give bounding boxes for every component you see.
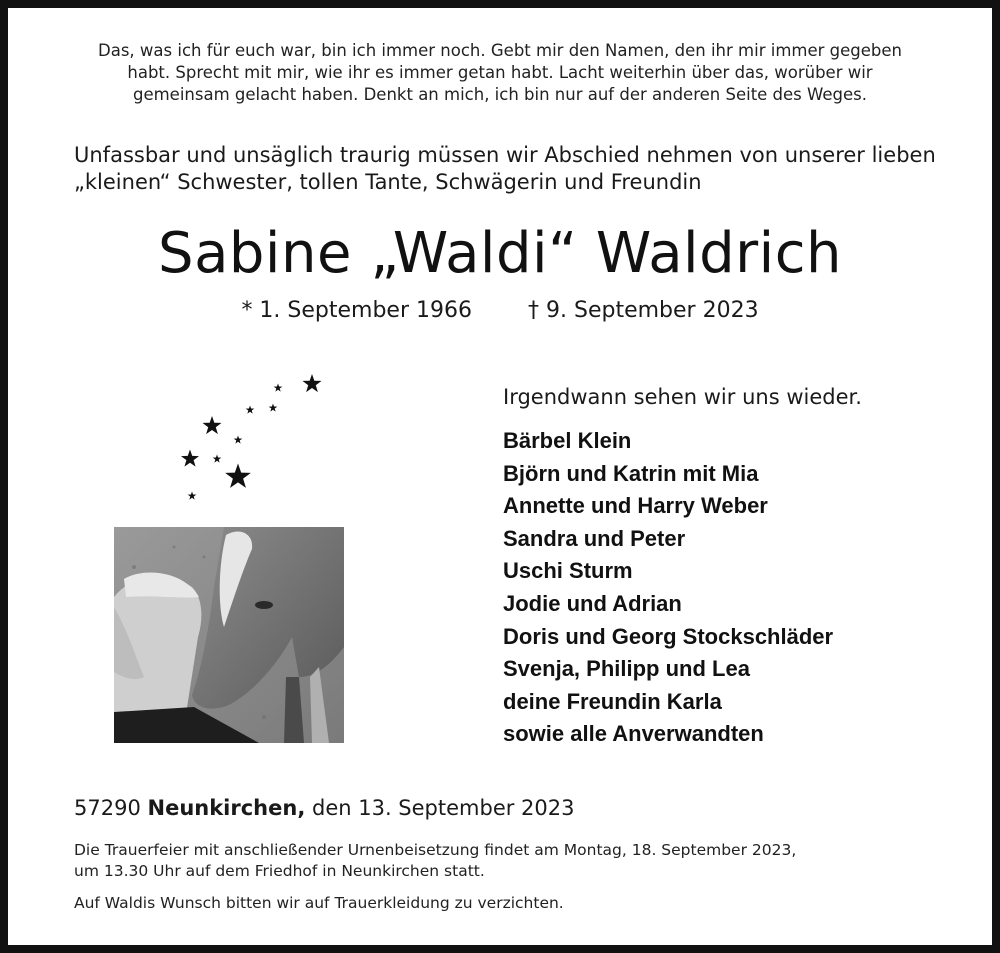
star-icon — [269, 404, 278, 412]
intro-line: „kleinen“ Schwester, tollen Tante, Schwägerin und Freundin — [74, 170, 702, 194]
list-item: Bärbel Klein — [503, 428, 632, 453]
star-icon — [225, 464, 251, 488]
deceased-name: Sabine „Waldi“ Waldrich — [158, 221, 842, 286]
notice-date: den 13. September 2023 — [312, 796, 575, 820]
motto: Irgendwann sehen wir uns wieder. — [503, 385, 862, 409]
list-item: Sandra und Peter — [503, 525, 686, 551]
details-line: Die Trauerfeier mit anschließender Urnenbeisetzung findet am Montag, 18. September 2023, — [74, 841, 797, 859]
poem-line: Das, was ich für euch war, bin ich immer noch. Gebt mir den Namen, den ihr mir immer gegeben — [98, 41, 902, 60]
list-item: Doris und Georg Stockschläder — [503, 623, 834, 649]
list-item: Uschi Sturm — [503, 558, 633, 584]
star-icon — [181, 450, 199, 467]
star-icon — [202, 416, 221, 434]
intro-line: Unfassbar und unsäglich traurig müssen wir Abschied nehmen von unserer lieben — [74, 143, 936, 167]
dress-note: Auf Waldis Wunsch bitten wir auf Trauerkleidung zu verzichten. — [74, 894, 564, 912]
poem-line: habt. Sprecht mit mir, wie ihr es immer getan habt. Lacht weiterhin über das, worüber wir — [127, 63, 873, 82]
list-item: deine Freundin Karla — [503, 688, 722, 714]
star-icon — [213, 455, 222, 463]
star-icon — [234, 436, 243, 444]
star-icon — [246, 406, 255, 414]
list-item: Svenja, Philipp und Lea — [503, 656, 750, 682]
star-icon — [188, 492, 197, 500]
poem-line: gemeinsam gelacht haben. Denkt an mich, ich bin nur auf der anderen Seite des Weges. — [132, 85, 867, 104]
list-item: Björn und Katrin mit Mia — [503, 460, 759, 486]
poem — [70, 40, 930, 106]
list-item: sowie alle Anverwandten — [503, 721, 764, 747]
place-and-date — [74, 793, 575, 823]
zip-code: 57290 — [74, 796, 141, 820]
list-item: Jodie und Adrian — [503, 590, 682, 616]
stars-decoration — [170, 370, 330, 510]
birth-date: * 1. September 1966 — [241, 298, 472, 323]
funeral-details — [74, 840, 934, 882]
death-date: † 9. September 2023 — [528, 298, 759, 323]
mourners-list — [503, 425, 833, 751]
star-icon — [274, 384, 283, 392]
city: Neunkirchen, — [147, 796, 306, 820]
life-dates — [0, 296, 1000, 326]
star-icon — [302, 374, 321, 392]
memorial-photo — [114, 527, 344, 743]
intro-text — [74, 142, 954, 196]
details-line: um 13.30 Uhr auf dem Friedhof in Neunkirchen statt. — [74, 862, 485, 880]
list-item: Annette und Harry Weber — [503, 493, 768, 519]
